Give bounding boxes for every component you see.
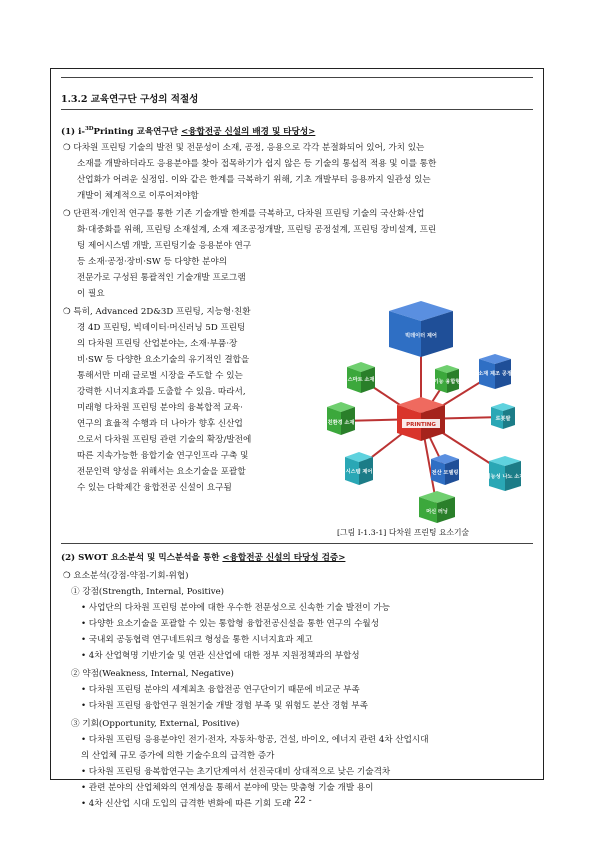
bullet-c-line-5: 통해서만 미래 글로벌 시장을 주도할 수 있는	[77, 371, 243, 381]
cube-nano-label: 기능성 나노 소재	[485, 474, 525, 480]
bullet-a-line-4: 개발이 체계적으로 이루어져야함	[77, 191, 199, 201]
diagram-svg	[309, 301, 543, 523]
strength-heading: ① 강점(Strength, Internal, Positive)	[71, 587, 225, 597]
strength-item-2: • 다양한 요소기술을 포괄할 수 있는 통합형 융합전공신설을 통한 연구의 수월성	[81, 619, 380, 629]
bullet-c-line-10: 따른 지속가능한 융합기술 연구인프라 구축 및	[77, 451, 249, 461]
bullet-b-line-5: 전문가로 구성된 통괄적인 기술개발 프로그램	[77, 273, 246, 283]
cube-eco-label: 친환경 소재	[327, 420, 355, 426]
bullet-c-line-1: ❍ 특히, Advanced 2D&3D 프린팅, 지능형·친환	[63, 307, 251, 317]
opportunity-item-1: • 다차원 프린팅 응용분야인 전기·전자, 자동차·항공, 건설, 바이오, 에너지 관련 4차 산업시대	[81, 735, 429, 745]
part2-heading: (2) SWOT 요소분석 및 믹스분석을 통한 <융합전공 신설의 타당성 검증>	[61, 553, 346, 563]
bullet-b-line-3: 팅 제어시스템 개발, 프린팅기술 응용분야 연구	[77, 241, 252, 251]
bullet-b-line-6: 이 필요	[77, 289, 105, 299]
top-rule	[61, 77, 533, 78]
bullet-c-line-8: 연구의 효율적 수행과 더 나아가 향후 신산업	[77, 419, 243, 429]
part1-heading: (1) i-$^{3D}$Printing 교육연구단 <융합전공 신설의 배경 및 타당성>	[61, 126, 316, 137]
center-label: PRINTING	[406, 422, 436, 428]
bullet-c-line-9: 으로서 다차원 프린팅 관련 기술의 확장/발전에	[77, 435, 252, 445]
section-title: 1.3.2 교육연구단 구성의 적절성	[61, 94, 199, 105]
figure-caption: [그림 Ⅰ-1.3-1] 다차원 프린팅 요소기술	[337, 528, 470, 537]
cube-compact	[431, 454, 459, 485]
bullet-c-line-11: 전문인력 양성을 위해서는 요소기술을 포괄할	[77, 467, 246, 477]
opportunity-item-1-cont: 의 산업체 규모 증가에 의한 기술수요의 급격한 증가	[81, 751, 275, 761]
part2-intro: ❍ 요소분석(강점-약점-기회-위협)	[63, 571, 189, 581]
bullet-c-line-2: 경 4D 프린팅, 빅데이터·머신러닝 5D 프린팅	[77, 323, 246, 333]
cube-robot	[491, 403, 515, 429]
cube-smart-label: 스마트 소재	[347, 377, 375, 383]
cube-machine-label: 머신 러닝	[426, 509, 448, 515]
cube-robot-label: 로봇팔	[495, 416, 511, 422]
strength-item-1: • 사업단의 다차원 프린팅 분야에 대한 우수한 전문성으로 신속한 기술 발전이 가능	[81, 603, 391, 613]
cube-eco	[327, 402, 355, 435]
bullet-c-line-3: 의 다차원 프린팅 산업분야는, 소재·부품·장	[77, 339, 238, 349]
printing-elements-diagram	[309, 301, 543, 523]
bullet-b-line-4: 등 소재·공정·장비·SW 등 다양한 분야의	[77, 257, 228, 267]
cube-machine	[419, 491, 455, 523]
strength-item-4: • 4차 산업혁명 기반기술 및 연관 신산업에 대한 정부 지원정책과의 부합성	[81, 651, 360, 661]
weakness-item-2: • 다차원 프린팅 융합연구 원천기술 개발 경험 부족 및 위험도 분산 경험 부족	[81, 701, 368, 711]
cube-center	[397, 397, 445, 441]
opportunity-item-3: • 관련 분야의 산업체와의 연계성을 통해서 분야에 맞는 맞춤형 기술 개발 용이	[81, 783, 374, 793]
opportunity-item-4: • 4차 신산업 시대 도입의 급격한 변화에 따른 기회 도래	[81, 799, 291, 809]
strength-item-3: • 국내외 공동협력 연구네트워크 형성을 통한 시너지효과 제고	[81, 635, 313, 645]
cube-system-label: 시스템 제어	[345, 469, 373, 475]
bullet-c-line-7: 미래형 다차원 프린팅 분야의 융복합적 교육·	[77, 403, 243, 413]
opportunity-item-2: • 다차원 프린팅 융복합연구는 초기단계여서 선진국대비 상대적으로 낮은 기술격차	[81, 767, 391, 777]
bullet-c-line-12: 수 있는 다학제간 융합전공 신설이 요구됨	[77, 483, 232, 493]
cube-func	[434, 365, 461, 393]
cube-bigdata	[389, 301, 453, 357]
bullet-b-line-1: ❍ 단편적·개인적 연구를 통한 기존 기술개발 한계를 극복하고, 다차원 프린팅 기술의 국산화·산업	[63, 209, 425, 219]
mid-rule	[61, 543, 533, 544]
bullet-c-line-6: 강력한 시너지효과를 도출할 수 있음. 따라서,	[77, 387, 246, 397]
page-number: - 22 -	[288, 796, 312, 806]
weakness-heading: ② 약점(Weakness, Internal, Negative)	[71, 669, 234, 679]
bullet-a-line-3: 산업화가 어려운 실정임. 이와 같은 한계를 극복하기 위해, 기초 개발부터 응용까지 일관성 있는	[77, 175, 431, 185]
cube-bigdata-label: 빅데이터 제어	[405, 333, 437, 339]
weakness-item-1: • 다차원 프린팅 분야의 세계최초 융합전공 연구단이기 때문에 비교군 부족	[81, 685, 360, 695]
cube-func-label: 기능 융합형	[433, 379, 461, 385]
opportunity-heading: ③ 기회(Opportunity, External, Positive)	[71, 719, 240, 729]
cube-compact-label: 전산 모델링	[431, 470, 459, 476]
title-rule	[61, 109, 533, 110]
bullet-a-line-2: 소재를 개발하더라도 응용분야를 찾아 접목하기가 쉽지 않은 등 기술의 통섭적 적용 및 이를 통한	[77, 159, 437, 169]
bullet-a-line-1: ❍ 다차원 프린팅 기술의 발전 및 전문성이 소재, 공정, 응용으로 각각 분절화되어 있어, 가치 있는	[63, 143, 425, 153]
bullet-c-line-4: 비·SW 등 다양한 요소기술의 유기적인 결합을	[77, 355, 250, 365]
cube-nano	[486, 456, 525, 491]
cube-smart	[347, 362, 375, 393]
cube-parts	[478, 354, 512, 389]
cube-parts-label: 소재 제조 공정	[478, 371, 512, 377]
bullet-b-line-2: 화·대중화를 위해, 프린팅 소재설계, 소재 제조공정개발, 프린팅 공정설계, 프린팅 장비설계, 프린	[77, 225, 437, 235]
cube-system	[345, 452, 373, 485]
